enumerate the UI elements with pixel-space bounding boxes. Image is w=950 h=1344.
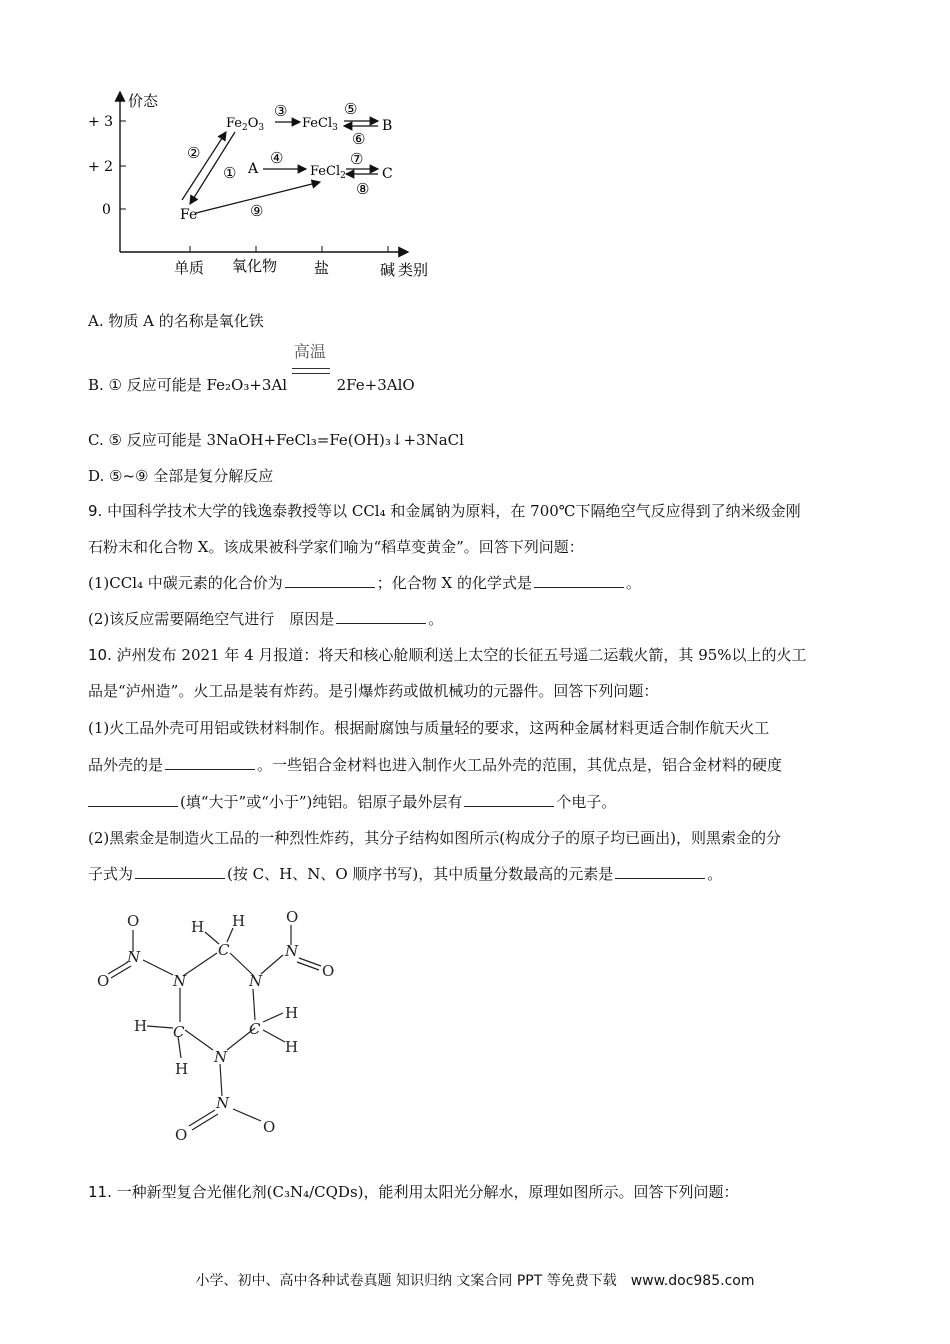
answer-blank[interactable] <box>534 573 624 588</box>
y-tick-plus2: + 2 <box>88 159 114 175</box>
atom-o-right: O <box>322 962 335 980</box>
atom-h-top-right: H <box>232 912 246 930</box>
step-1: ① <box>223 164 237 182</box>
q10-number: 10. <box>88 646 112 664</box>
node-fe2o3: $Fe_2O_3$ <box>226 116 265 133</box>
equals-sign <box>292 368 330 374</box>
answer-blank[interactable] <box>165 755 255 770</box>
atom-o-left-top: O <box>127 912 140 930</box>
atom-h-right-top: H <box>285 1004 299 1022</box>
answer-blank[interactable] <box>615 864 705 879</box>
option-b <box>88 342 415 395</box>
q9-sub1: (1)CCl₄ 中碳元素的化合价为 ；化合物 X 的化学式是 。 <box>88 574 642 592</box>
atom-h-top-left: H <box>191 918 205 936</box>
option-a: A. 物质 A 的名称是氧化铁 <box>88 312 264 330</box>
q10-sub1-line3: (填“大于”或“小于”)纯铝。铝原子最外层有 个电子。 <box>88 792 616 812</box>
q10-sub2-line1: (2)黑索金是制造火工品的一种烈性炸药，其分子结构如图所示(构成分子的原子均已画出)，则黑索金的分 <box>88 829 781 847</box>
atom-o-bottom-right: O <box>263 1118 276 1136</box>
atom-n-left: N <box>173 972 187 990</box>
step-4: ④ <box>270 149 284 167</box>
x-tick-base: 碱 <box>380 261 396 279</box>
page-footer: 小学、初中、高中各种试卷真题 知识归纳 文案合同 PPT 等免费下载 www.doc985.com <box>195 1273 755 1289</box>
step-8: ⑧ <box>356 180 370 198</box>
x-tick-element: 单质 <box>174 259 205 277</box>
answer-blank[interactable] <box>336 609 426 624</box>
step-2: ② <box>187 144 201 162</box>
atom-h-left: H <box>134 1017 148 1035</box>
atom-o-right-top: O <box>286 908 299 926</box>
node-a: A <box>248 161 259 177</box>
answer-blank[interactable] <box>285 573 375 588</box>
atom-h-right-bottom: H <box>285 1038 299 1056</box>
x-axis-label: 类别 <box>398 261 429 279</box>
q10-line2: 品是“泸州造”。火工品是装有炸药。是引爆炸药或做机械功的元器件。回答下列问题： <box>88 682 659 700</box>
atom-n-bottom: N <box>214 1048 228 1066</box>
step-5: ⑤ <box>344 100 358 118</box>
option-c: C. ⑤ 反应可能是 3NaOH+FeCl₃=Fe(OH)₃↓+3NaCl <box>88 431 464 449</box>
q9-number: 9. <box>88 502 103 520</box>
node-fe: Fe <box>180 207 198 223</box>
option-b-prefix: B. ① 反应可能是 Fe₂O₃+3Al <box>88 376 288 394</box>
q11-line1: 11. 一种新型复合光催化剂(C₃N₄/CQDs)，能利用太阳光分解水，原理如图所示。回答下列问题： <box>88 1183 739 1201</box>
high-temp-condition <box>292 342 332 390</box>
y-axis-label: 价态 <box>128 92 159 110</box>
q9-text1: 中国科学技术大学的钱逸泰教授等以 CCl₄ 和金属钠为原料，在 700℃下隔绝空气反应得到了纳米级金刚 <box>102 502 801 520</box>
iron-valence-chart <box>80 80 450 280</box>
rdx-molecule-structure <box>85 900 355 1150</box>
atom-n-nitro-bottom: N <box>216 1094 230 1112</box>
q10-sub1-line1: (1)火工品外壳可用铝或铁材料制作。根据耐腐蚀与质量轻的要求，这两种金属材料更适合制作航天火工 <box>88 719 770 737</box>
q10-sub1-line2: 品外壳的是 。一些铝合金材料也进入制作火工品外壳的范围，其优点是，铝合金材料的硬度 <box>88 756 783 774</box>
atom-o-bottom-left: O <box>175 1126 188 1144</box>
q9-sub2: (2)该反应需要隔绝空气进行 原因是 。 <box>88 610 444 628</box>
q9-line2: 石粉末和化合物 X。该成果被科学家们喻为“稻草变黄金”。回答下列问题： <box>88 538 584 556</box>
option-b-suffix: 2Fe+3AlO <box>336 376 415 394</box>
answer-blank[interactable] <box>135 864 225 879</box>
q10-sub2-line2: 子式为 (按 C、H、N、O 顺序书写)，其中质量分数最高的元素是 。 <box>88 865 723 883</box>
condition-label: 高温 <box>293 342 326 361</box>
node-fecl2: FeCl$_2$ <box>310 164 346 181</box>
x-tick-salt: 盐 <box>314 259 330 277</box>
x-tick-oxide: 氧化物 <box>232 257 278 275</box>
step-7: ⑦ <box>350 150 364 168</box>
q11-number: 11. <box>88 1183 112 1201</box>
atom-c-right: C <box>249 1020 261 1038</box>
answer-blank[interactable] <box>88 792 178 807</box>
step-6: ⑥ <box>352 130 366 148</box>
step-9: ⑨ <box>250 202 264 220</box>
node-b: B <box>382 118 393 134</box>
option-d: D. ⑤~⑨ 全部是复分解反应 <box>88 467 274 485</box>
answer-blank[interactable] <box>464 792 554 807</box>
atom-n-nitro-left: N <box>127 948 141 966</box>
step-3: ③ <box>274 102 288 120</box>
atom-c-left: C <box>173 1023 185 1041</box>
node-fecl3: FeCl$_3$ <box>302 116 338 133</box>
node-c: C <box>382 166 393 182</box>
y-tick-plus3: + 3 <box>88 114 114 130</box>
atom-o-left: O <box>97 972 110 990</box>
q9-line1 <box>88 501 801 521</box>
q10-line1: 10. 泸州发布 2021 年 4 月报道：将天和核心舱顺利送上太空的长征五号遥二运载火箭，其 95%以上的火工 <box>88 646 807 664</box>
y-tick-zero: 0 <box>102 202 111 218</box>
atom-h-left-bottom: H <box>175 1060 189 1078</box>
atom-c-top: C <box>218 941 230 959</box>
atom-n-nitro-right: N <box>285 942 299 960</box>
atom-n-right: N <box>249 972 263 990</box>
